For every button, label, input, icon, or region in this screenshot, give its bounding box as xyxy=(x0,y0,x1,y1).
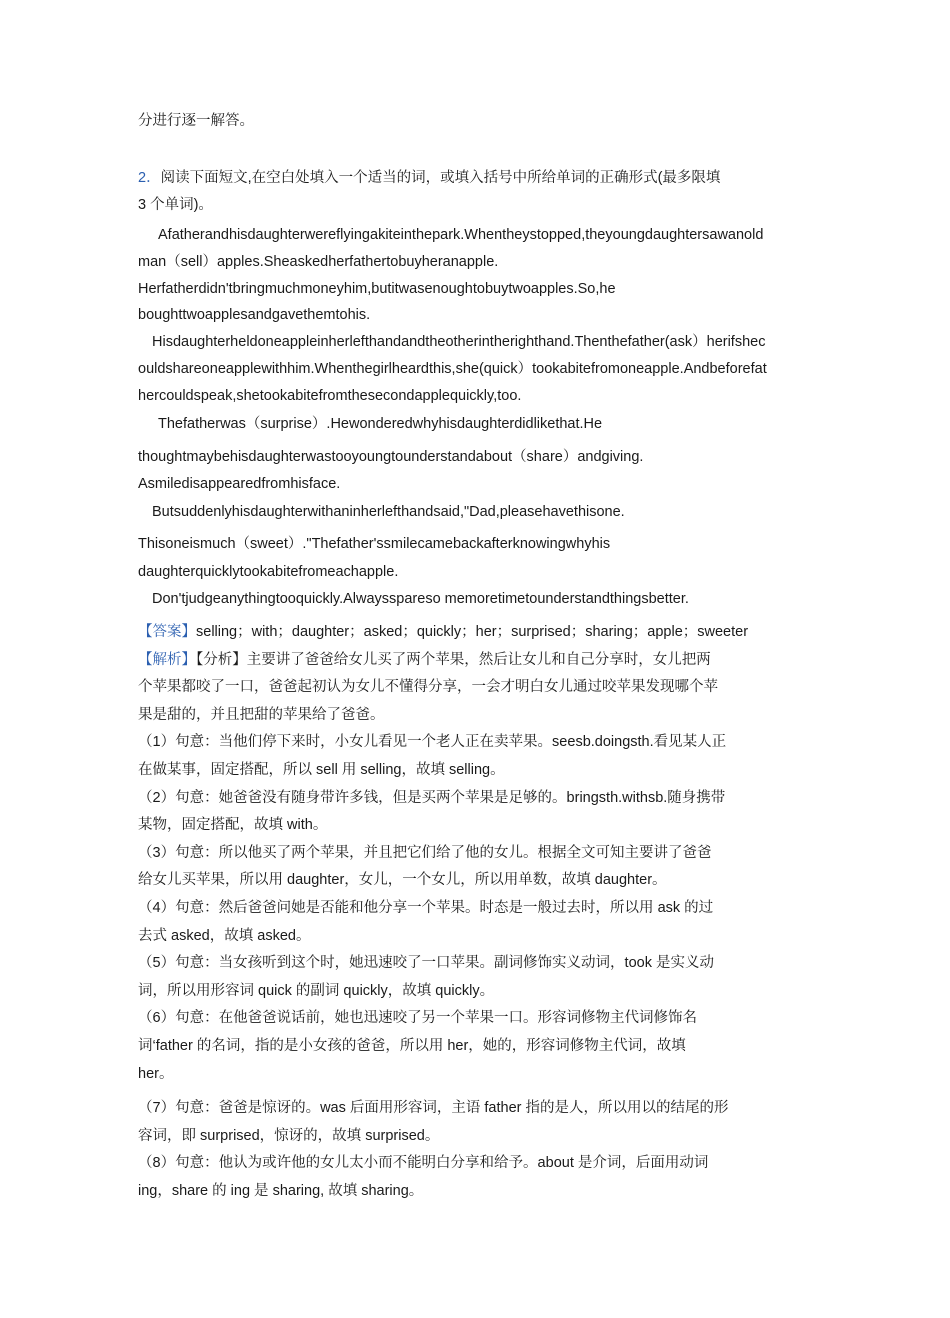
analysis-line xyxy=(138,650,814,670)
passage-line: Thefatherwas（surprise）.Hewonderedwhyhisdaughterdidlikethat.He xyxy=(158,416,603,432)
explanation-line: her。 xyxy=(138,1066,174,1082)
passage-line: Hisdaughterheldoneappleinherlefthandandtheotherintherighthand.Thenthefather(ask）herifshec xyxy=(152,334,766,350)
explanation-line: 容词，即 surprised，惊讶的，故填 surprised。 xyxy=(138,1128,440,1144)
question-line xyxy=(138,168,814,188)
explanation-line: （5）句意：当女孩听到这个时，她迅速咬了一口苹果。副词修饰实义动词，took 是实义动 xyxy=(138,955,714,971)
passage-line: daughterquicklytookabitefromeachapple. xyxy=(138,564,399,580)
passage-line: hercouldspeak,shetookabitefromthesecondapplequickly,too. xyxy=(138,388,522,404)
passage-line: man（sell）apples.Sheaskedherfathertobuyheranapple. xyxy=(138,254,499,270)
answer-text: selling；with；daughter；asked；quickly；her；surprised；sharing；apple；sweeter xyxy=(196,624,749,640)
analysis-text: 【分析】主要讲了爸爸给女儿买了两个苹果，然后让女儿和自己分享时，女儿把两 xyxy=(196,652,711,668)
explanation-line: （6）句意：在他爸爸说话前，她也迅速咬了另一个苹果一口。形容词修物主代词修饰名 xyxy=(138,1010,698,1026)
explanation-line: ing，share 的 ing 是 sharing, 故填 sharing。 xyxy=(138,1183,424,1199)
passage-line: thoughtmaybehisdaughterwastooyoungtounderstandabout（share）andgiving. xyxy=(138,449,644,465)
explanation-line: （2）句意：她爸爸没有随身带许多钱，但是买两个苹果是足够的。bringsth.withsb.随身携带 xyxy=(138,790,726,806)
passage-line: Herfatherdidn'tbringmuchmoneyhim,butitwasenoughtobuytwoapples.So,he xyxy=(138,281,616,297)
passage-line: Butsuddenlyhisdaughterwithaninherlefthandsaid,"Dad,pleasehavethisone. xyxy=(152,504,625,520)
analysis-tag: 【解析】 xyxy=(138,652,196,668)
explanation-line: 在做某事，固定搭配，所以 sell 用 selling，故填 selling。 xyxy=(138,762,505,778)
text-line: 3 个单词)。 xyxy=(138,197,213,213)
passage-line: boughttwoapplesandgavethemtohis. xyxy=(138,307,371,323)
passage-line: Afatherandhisdaughterwereflyingakiteinthepark.Whentheystopped,theyoungdaughtersawanold xyxy=(158,227,764,243)
answer-line xyxy=(138,622,814,642)
analysis-line: 果是甜的，并且把甜的苹果给了爸爸。 xyxy=(138,707,385,723)
explanation-line: 某物，固定搭配，故填 with。 xyxy=(138,817,328,833)
explanation-line: 给女儿买苹果，所以用 daughter，女儿，一个女儿，所以用单数，故填 daughter。 xyxy=(138,872,667,888)
text-line: 分进行逐一解答。 xyxy=(138,113,254,129)
passage-line: ouldshareoneapplewithhim.Whenthegirlheardthis,she(quick）tookabitefromoneapple.Andbeforefat xyxy=(138,361,767,377)
passage-line: Don'tjudgeanythingtooquickly.Alwaysspareso memoretimetounderstandthingsbetter. xyxy=(152,591,689,607)
passage-line: Asmiledisappearedfromhisface. xyxy=(138,476,341,492)
passage-line: Thisoneismuch（sweet）."Thefather'ssmilecamebackafterknowingwhyhis xyxy=(138,536,611,552)
question-prompt: 阅读下面短文,在空白处填入一个适当的词，或填入括号中所给单词的正确形式(最多限填 xyxy=(160,170,721,186)
explanation-line: （8）句意：他认为或许他的女儿太小而不能明白分享和给予。about 是介词，后面用动词 xyxy=(138,1155,709,1171)
explanation-line: 词‘father 的名词，指的是小女孩的爸爸，所以用 her，她的，形容词修物主代词，故填 xyxy=(138,1038,686,1054)
explanation-line: （3）句意：所以他买了两个苹果，并且把它们给了他的女儿。根据全文可知主要讲了爸爸 xyxy=(138,845,712,861)
explanation-line: （7）句意：爸爸是惊讶的。was 后面用形容词，主语 father 指的是人，所以用以的结尾的形 xyxy=(138,1100,729,1116)
explanation-line: （4）句意：然后爸爸问她是否能和他分享一个苹果。时态是一般过去时，所以用 ask 的过 xyxy=(138,900,714,916)
explanation-line: 词，所以用形容词 quick 的副词 quickly，故填 quickly。 xyxy=(138,983,495,999)
question-number: 2． xyxy=(138,170,161,186)
analysis-line: 个苹果都咬了一口，爸爸起初认为女儿不懂得分享，一会才明白女儿通过咬苹果发现哪个苹 xyxy=(138,679,718,695)
explanation-line: （1）句意：当他们停下来时，小女儿看见一个老人正在卖苹果。seesb.doingsth.看见某人正 xyxy=(138,734,727,750)
explanation-line: 去式 asked，故填 asked。 xyxy=(138,928,311,944)
answer-tag: 【答案】 xyxy=(138,624,196,640)
